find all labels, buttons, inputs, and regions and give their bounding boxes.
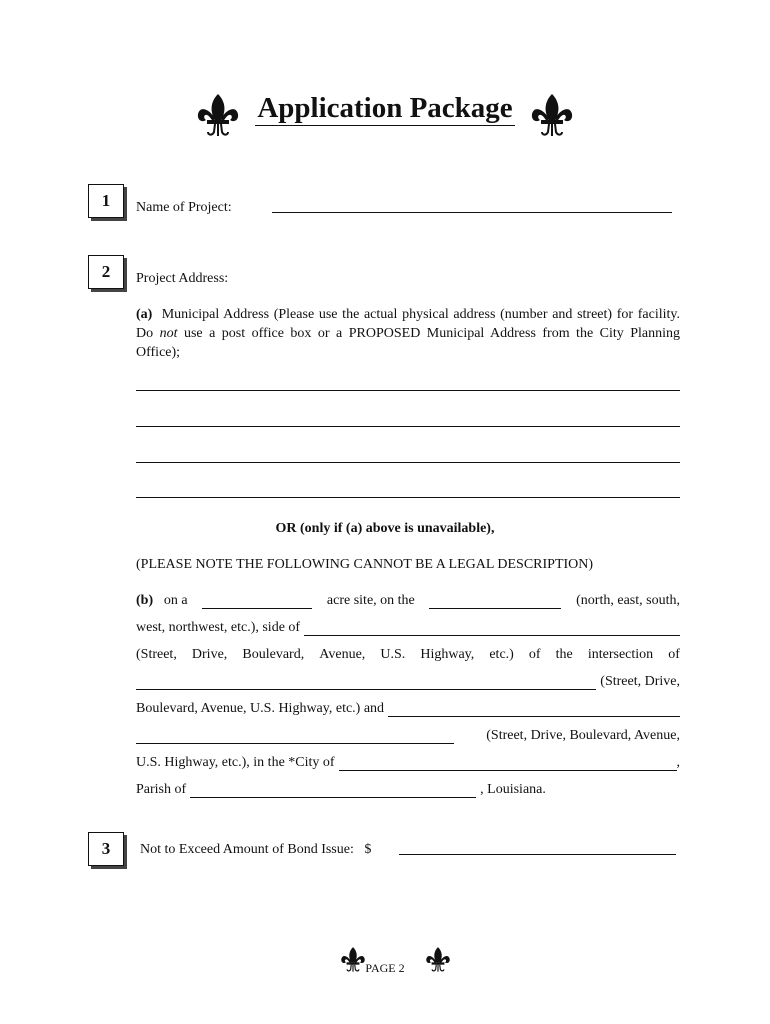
acre-field[interactable]	[202, 594, 312, 609]
option-b-line-5: Boulevard, Avenue, U.S. Highway, etc.) and	[136, 697, 680, 717]
page-title: Application Package	[257, 92, 513, 124]
option-b-line-6: (Street, Drive, Boulevard, Avenue,	[136, 724, 680, 744]
municipal-address-instructions: (a) Municipal Address (Please use the actual physical address (number and street) for facility. Do not use a post office box or a PROPOSED Municipal Address from the City Planning Office);	[136, 307, 680, 360]
intersection-street-2-field[interactable]	[388, 702, 680, 717]
bond-issue-label: Not to Exceed Amount of Bond Issue: $	[140, 842, 372, 857]
legal-description-note: (PLEASE NOTE THE FOLLOWING CANNOT BE A LEGAL DESCRIPTION)	[136, 557, 594, 572]
bond-amount-field[interactable]	[399, 854, 676, 855]
option-b-line-7: U.S. Highway, etc.), in the *City of ,	[136, 755, 680, 770]
intersection-street-1-field[interactable]	[136, 675, 596, 690]
address-line-3[interactable]	[136, 462, 680, 463]
option-b-line-8: Parish of , Louisiana.	[136, 782, 546, 797]
option-b-line-1: (b) on a acre site, on the (north, east, south,	[136, 593, 680, 608]
option-b-marker: (b)	[136, 593, 154, 608]
side-of-street-field[interactable]	[304, 621, 680, 636]
intersection-street-3-field[interactable]	[136, 729, 454, 744]
address-line-2[interactable]	[136, 426, 680, 427]
city-field[interactable]	[339, 756, 677, 771]
section-number-3: 3	[88, 832, 124, 866]
project-address-label: Project Address:	[136, 271, 229, 286]
option-b-line-2: west, northwest, etc.), side of	[136, 616, 680, 636]
address-line-1[interactable]	[136, 390, 680, 391]
option-a-marker: (a)	[136, 307, 153, 322]
option-b-line-4: (Street, Drive,	[136, 670, 680, 690]
parish-field[interactable]	[190, 783, 476, 798]
project-name-field[interactable]	[272, 212, 672, 213]
section-number-2: 2	[88, 255, 124, 289]
fleur-de-lis-icon	[425, 946, 451, 974]
section-number-1: 1	[88, 184, 124, 218]
project-name-label: Name of Project:	[136, 200, 232, 215]
address-line-4[interactable]	[136, 497, 680, 498]
currency-symbol: $	[364, 842, 372, 857]
fleur-de-lis-icon	[530, 92, 574, 140]
site-direction-field[interactable]	[429, 594, 561, 609]
option-b-line-3: (Street, Drive, Boulevard, Avenue, U.S. Highway, etc.) of the intersection of	[136, 647, 680, 662]
or-heading: OR (only if (a) above is unavailable),	[275, 521, 495, 536]
page-number: PAGE 2	[365, 961, 405, 975]
